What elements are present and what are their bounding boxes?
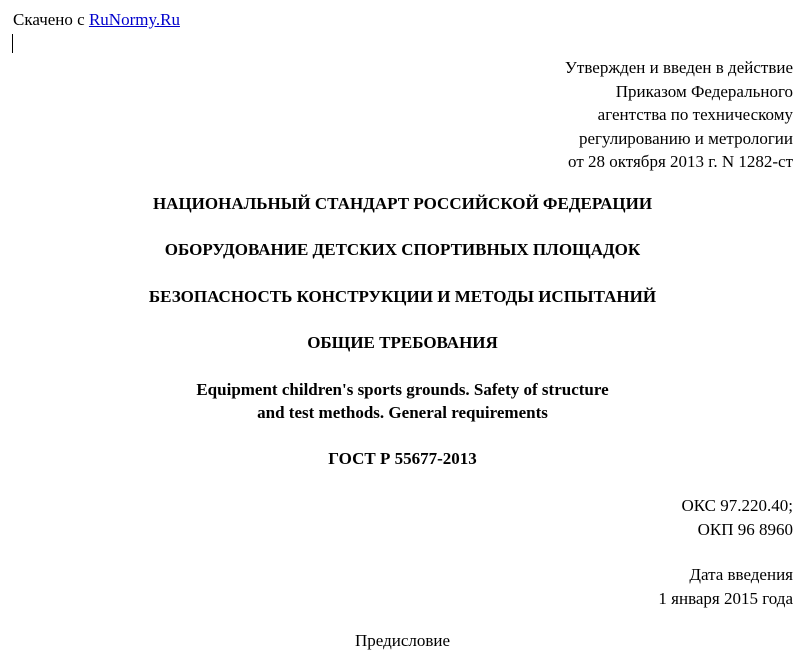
approval-line: регулированию и метрологии <box>578 128 793 148</box>
text-cursor <box>12 34 13 53</box>
okp-code: ОКП 96 8960 <box>697 519 793 539</box>
introduction-label: Дата введения <box>689 565 793 584</box>
approval-block <box>393 56 793 174</box>
source-prefix: Скачено с <box>13 10 89 29</box>
approval-line: от 28 октября 2013 г. N 1282-ст <box>568 152 793 171</box>
approval-line: агентства по техническому <box>597 105 793 124</box>
document-title: ОБОРУДОВАНИЕ ДЕТСКИХ СПОРТИВНЫХ ПЛОЩАДОК <box>164 240 641 259</box>
national-standard-heading: НАЦИОНАЛЬНЫЙ СТАНДАРТ РОССИЙСКОЙ ФЕДЕРАЦИИ <box>152 194 653 213</box>
english-title <box>0 378 799 424</box>
standard-number: ГОСТ Р 55677-2013 <box>328 449 477 468</box>
english-title-line: Equipment children's sports grounds. Safety of structure <box>196 380 609 399</box>
source-link[interactable]: RuNormy.Ru <box>88 10 180 29</box>
document-part: ОБЩИЕ ТРЕБОВАНИЯ <box>307 333 498 352</box>
document-subtitle: БЕЗОПАСНОСТЬ КОНСТРУКЦИИ И МЕТОДЫ ИСПЫТАНИЙ <box>148 287 657 306</box>
classification-block <box>493 494 793 541</box>
preface-heading: Предисловие <box>354 631 451 650</box>
source-line <box>13 9 180 31</box>
approval-line: Приказом Федерального <box>615 81 793 101</box>
english-title-line: and test methods. General requirements <box>257 403 548 422</box>
oks-code: ОКС 97.220.40; <box>681 496 793 515</box>
introduction-date-block <box>493 563 793 610</box>
introduction-date: 1 января 2015 года <box>658 588 793 608</box>
approval-line: Утвержден и введен в действие <box>564 58 793 77</box>
